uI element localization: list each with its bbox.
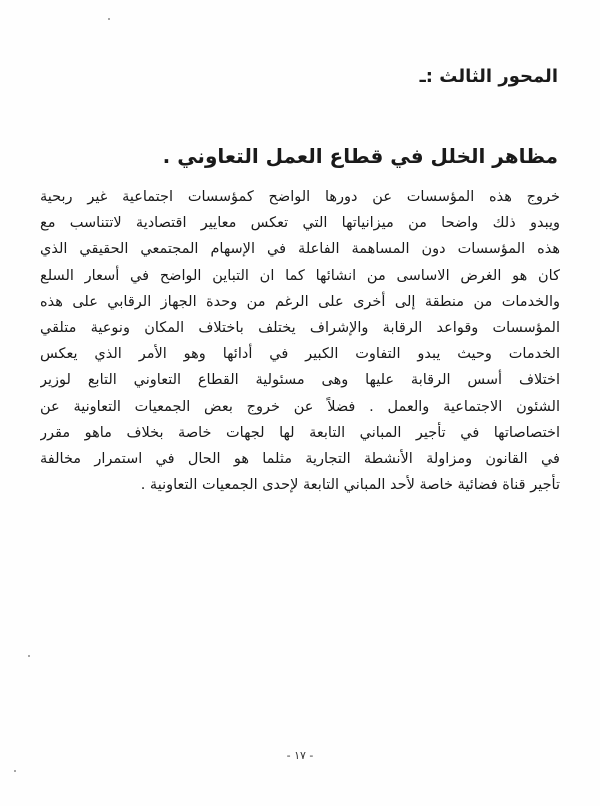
body-paragraph bbox=[40, 184, 560, 498]
text-line: والخدمات من منطقة إلى أخرى على الرغم من وحدة الجهاز الرقابي على هذه bbox=[40, 293, 560, 310]
text-line: خروج هذه المؤسسات عن دورها الواضح كمؤسسات اجتماعية غير ربحية bbox=[40, 189, 560, 205]
text-line: تأجير قناة فضائية خاصة لأحد المباني التابعة لإحدى الجمعيات التعاونية . bbox=[140, 477, 560, 494]
section-label: المحور الثالث :ـ bbox=[419, 66, 558, 87]
scan-speck bbox=[14, 770, 16, 772]
scan-speck bbox=[28, 655, 30, 657]
text-line: ويبدو ذلك واضحا من ميزانياتها التي تعكس معايير اقتصادية لاتتناسب مع bbox=[40, 215, 560, 232]
text-line: الخدمات وحيث يبدو التفاوت الكبير في أدائها وهو الأمر الذي يعكس bbox=[40, 346, 560, 363]
text-line: اختلاف أسس الرقابة عليها وهى مسئولية القطاع التعاوني التابع لوزير bbox=[40, 372, 560, 389]
section-title: مظاهر الخلل في قطاع العمل التعاوني . bbox=[162, 144, 558, 168]
text-line: كان هو الغرض الاساسى من انشائها كما ان التباين الواضح في أسعار السلع bbox=[40, 267, 560, 284]
text-line: المؤسسات وقواعد الرقابة والإشراف يختلف باختلاف المكان ونوعية متلقي bbox=[40, 319, 560, 336]
page-number: - ١٧ - bbox=[286, 749, 314, 762]
text-line: هذه المؤسسات دون المساهمة الفاعلة في الإسهام المجتمعي الحقيقي الذي bbox=[40, 241, 560, 258]
text-line: اختصاصاتها في تأجير المباني التابعة لها لجهات خاصة بخلاف ماهو مقرر bbox=[40, 424, 560, 441]
text-line: الشئون الاجتماعية والعمل . فضلاً عن خروج بعض الجمعيات التعاونية عن bbox=[40, 398, 560, 415]
scan-speck bbox=[108, 18, 110, 20]
text-line: في القانون ومزاولة الأنشطة التجارية مثلما هو الحال في استمرار مخالفة bbox=[40, 450, 560, 467]
